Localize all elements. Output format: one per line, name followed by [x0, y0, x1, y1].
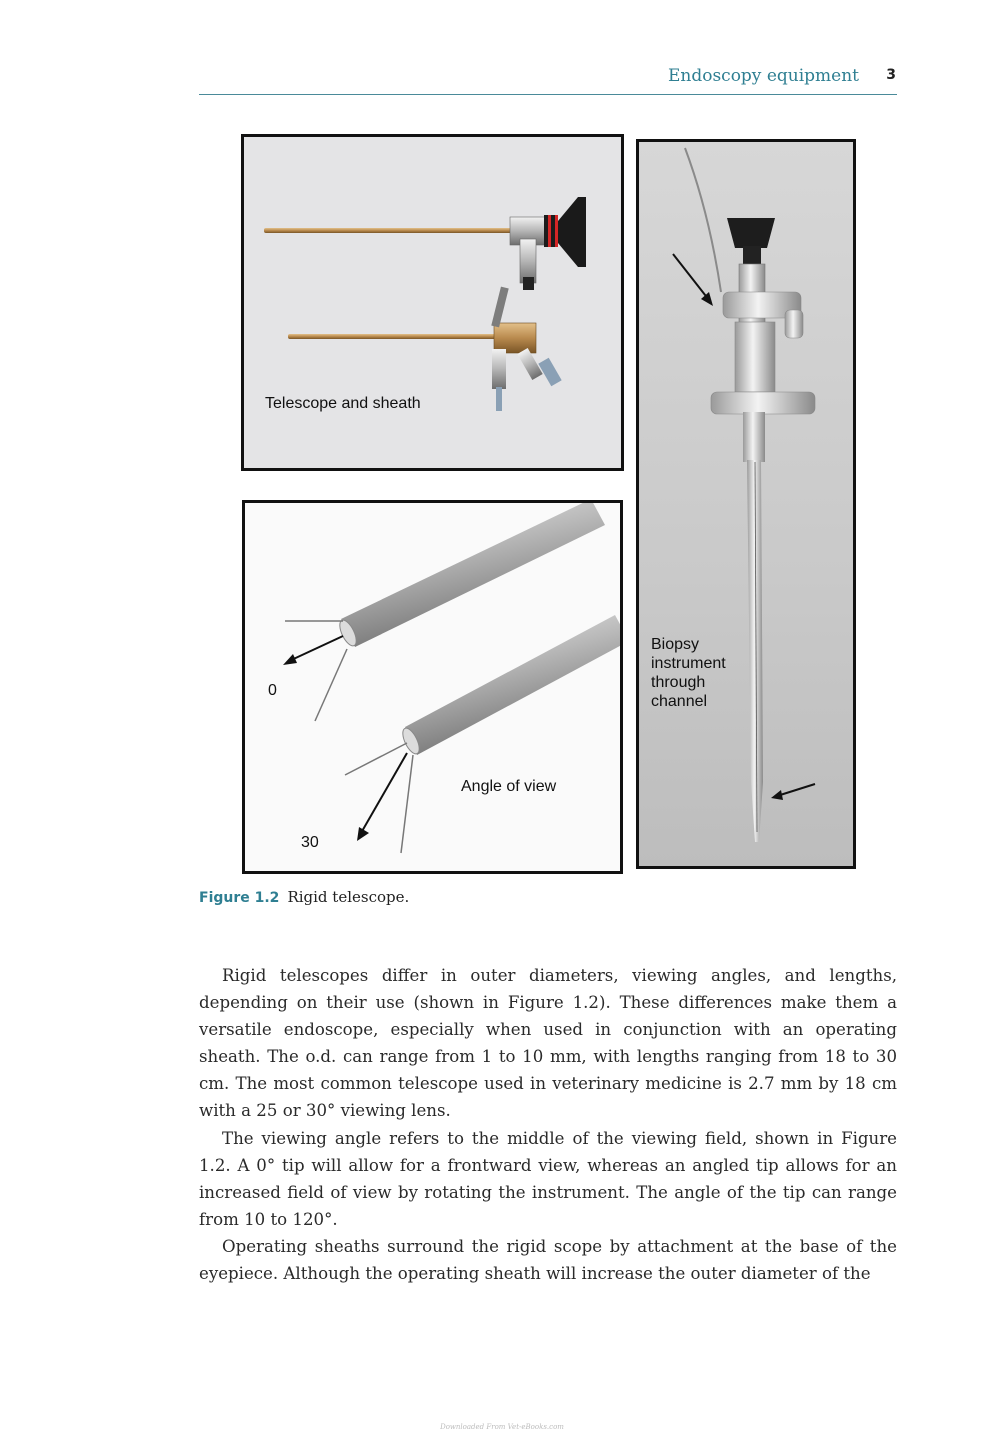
body-text: [199, 962, 897, 1287]
biopsy-scope-photo: [639, 142, 856, 869]
label-zero-degree: 0: [268, 682, 277, 699]
paragraph: Rigid telescopes differ in outer diameters, viewing angles, and lengths, depending on their use (shown in Figure 1.2). These differences make them a versatile endoscope, especially when used in conjunction with an operating sheath. The o.d. can range from 1 to 10 mm, with lengths ranging from 18 to 30 cm. The most common telescope used in veterinary medicine is 2.7 mm by 18 cm with a 25 or 30° viewing lens.: [199, 966, 897, 1121]
running-header: [199, 64, 897, 95]
page-number: 3: [886, 67, 896, 83]
telescope-thirty-degree: [405, 615, 623, 755]
light-post-tip: [523, 277, 534, 290]
telescope-sheath-photo: [244, 137, 624, 471]
eyepiece: [727, 218, 775, 248]
figure-caption: [199, 888, 409, 906]
figure-caption-text: Rigid telescope.: [287, 888, 410, 906]
label-thirty-degree: 30: [301, 834, 319, 851]
figure-panel-angle-of-view: [242, 500, 623, 874]
eyepiece-cone: [558, 197, 586, 267]
figure-panel-telescope-sheath: [241, 134, 624, 471]
running-title: Endoscopy equipment: [667, 66, 859, 86]
sheath-body: [494, 323, 536, 353]
label-angle-of-view: Angle of view: [461, 778, 557, 795]
paragraph: Operating sheaths surround the rigid scope by attachment at the base of the eyepiece. Although the operating sheath will increase the outer diameter of the: [199, 1236, 897, 1284]
paragraph: The viewing angle refers to the middle of the viewing field, shown in Figure 1.2. A 0° tip will allow for a frontward view, whereas an angled tip allows for an increased field of view by rotating the instrument. The angle of the tip can range from 10 to 120°.: [199, 1128, 897, 1229]
telescope-sheath-label: Telescope and sheath: [265, 395, 421, 412]
telescope-zero-degree: [341, 503, 605, 647]
figure-panel-biopsy: [636, 139, 856, 869]
sheath-ports: [711, 392, 815, 414]
light-post: [520, 239, 536, 283]
telescope-rod: [264, 228, 514, 233]
figure-number: Figure 1.2: [199, 890, 280, 906]
biopsy-label: Biopsy instrument through channel: [651, 636, 726, 710]
download-watermark: Downloaded From Vet-eBooks.com: [440, 1423, 564, 1431]
angle-of-view-photo: [245, 503, 623, 874]
sheath-tube: [288, 334, 498, 339]
